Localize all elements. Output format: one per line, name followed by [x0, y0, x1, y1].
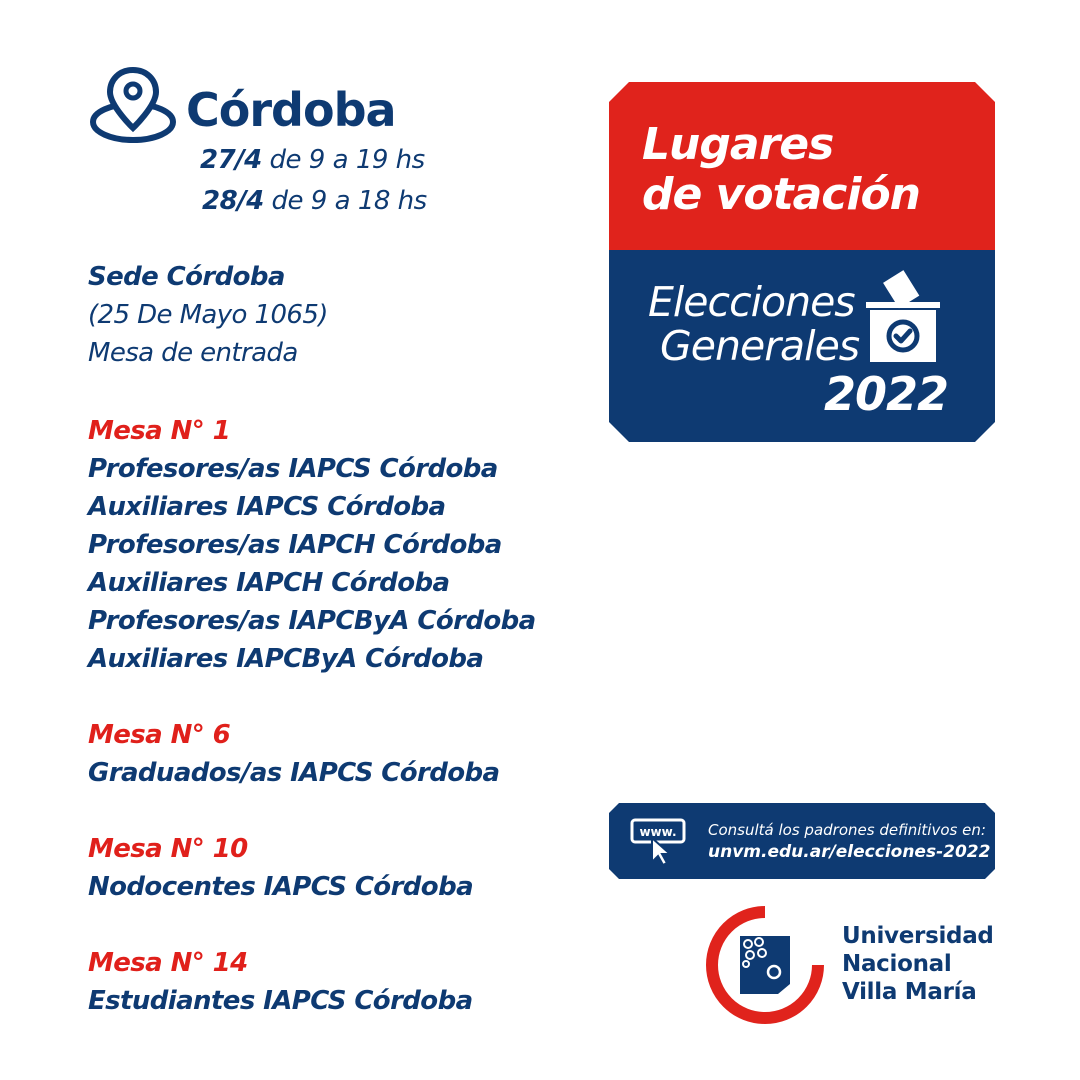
university-name-line: Villa María — [842, 979, 977, 1005]
badge-title — [642, 120, 920, 220]
university-name-line: Nacional — [842, 951, 952, 977]
www-cursor-icon[interactable] — [630, 818, 686, 866]
table-group: Nodocentes IAPCS Córdoba — [88, 872, 474, 902]
university-name-line: Universidad — [842, 923, 994, 949]
badge-year: 2022 — [824, 367, 949, 421]
table-group: Estudiantes IAPCS Córdoba — [88, 986, 473, 1016]
table-group: Auxiliares IAPCByA Córdoba — [88, 644, 484, 674]
padron-text: Consultá los padrones definitivos en: — [708, 821, 986, 839]
schedule-date: 27/4 — [200, 145, 262, 175]
badge-title-line: de votación — [642, 169, 921, 220]
table-label: Mesa N° 6 — [88, 720, 231, 750]
schedule-hours: de 9 a 18 hs — [263, 186, 427, 216]
table-group: Profesores/as IAPCByA Córdoba — [88, 606, 536, 636]
table-label: Mesa N° 14 — [88, 948, 248, 978]
schedule-date: 28/4 — [202, 186, 264, 216]
schedule-hours: de 9 a 19 hs — [261, 145, 425, 175]
badge-subtitle-line: Generales — [660, 322, 860, 370]
badge-title-line: Lugares — [642, 119, 834, 170]
ballot-box-icon — [866, 270, 940, 364]
university-name — [842, 922, 994, 1006]
university-logo-icon — [706, 906, 824, 1024]
table-label: Mesa N° 10 — [88, 834, 248, 864]
table-group: Auxiliares IAPCS Córdoba — [88, 492, 446, 522]
table-group: Profesores/as IAPCS Córdoba — [88, 454, 498, 484]
table-label: Mesa N° 1 — [88, 416, 231, 446]
venue-name: Sede Córdoba — [88, 262, 285, 292]
schedule-day-1 — [200, 143, 425, 177]
location-pin-icon — [88, 64, 178, 146]
www-text: www. — [639, 825, 677, 839]
venue-spot: Mesa de entrada — [88, 338, 298, 368]
badge-subtitle-line: Elecciones — [648, 278, 855, 326]
padron-link[interactable]: unvm.edu.ar/elecciones-2022 — [708, 842, 991, 862]
table-group: Profesores/as IAPCH Córdoba — [88, 530, 502, 560]
table-group: Graduados/as IAPCS Córdoba — [88, 758, 500, 788]
voting-locations-list — [88, 258, 588, 1020]
table-group: Auxiliares IAPCH Córdoba — [88, 568, 450, 598]
venue-address: (25 De Mayo 1065) — [88, 300, 328, 330]
city-title: Córdoba — [186, 83, 396, 137]
schedule-day-2 — [202, 184, 427, 218]
